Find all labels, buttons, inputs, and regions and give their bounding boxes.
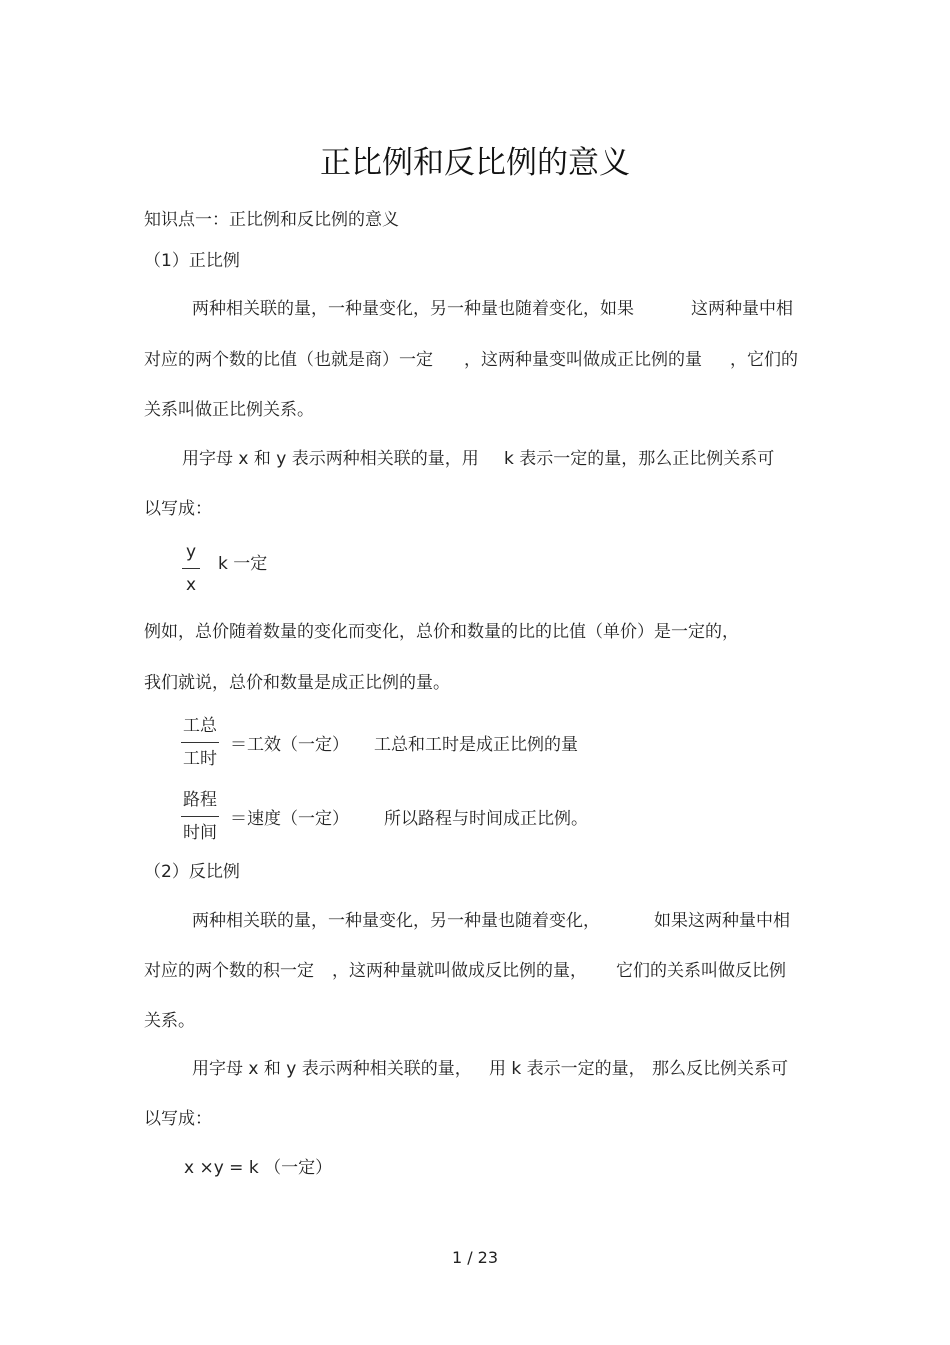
ex1-note: 工总和工时是成正比例的量: [374, 735, 578, 755]
page-title: 正比例和反比例的意义: [320, 145, 630, 181]
direct-def-line3: 关系叫做正比例关系。: [144, 400, 314, 420]
inverse-def-line1a: 两种相关联的量，一种量变化，另一种量也随着变化，: [192, 911, 600, 931]
inverse-def-line2c: 它们的关系叫做反比例: [616, 961, 786, 981]
ex2-fraction: [181, 790, 219, 843]
inverse-letters-line2: 以写成：: [144, 1109, 212, 1129]
ex1-numerator: 工总: [183, 716, 217, 736]
direct-def-line1a: 两种相关联的量，一种量变化，另一种量也随着变化，如果: [192, 299, 634, 319]
ex2-numerator: 路程: [183, 790, 217, 810]
ex1-denominator: 工时: [183, 749, 217, 769]
inverse-def-line3: 关系。: [144, 1011, 195, 1031]
direct-example-line2: 我们就说，总价和数量是成正比例的量。: [144, 673, 450, 693]
direct-formula-denominator: x: [185, 575, 197, 595]
inverse-heading: （2）反比例: [144, 862, 240, 882]
direct-letters-line1b: k 表示一定的量，那么正比例关系可: [504, 449, 775, 469]
ex2-note: 所以路程与时间成正比例。: [384, 809, 588, 829]
ex1-fraction: [181, 716, 219, 769]
direct-def-line2b: ，这两种量变叫做成正比例的量: [464, 350, 702, 370]
direct-def-line2a: 对应的两个数的比值（也就是商）一定: [144, 350, 433, 370]
inverse-letters-line1c: 那么反比例关系可: [652, 1059, 788, 1079]
direct-heading: （1）正比例: [144, 251, 240, 271]
direct-formula-numerator: y: [185, 542, 197, 562]
direct-def-line2c: ，它们的: [730, 350, 798, 370]
ex2-denominator: 时间: [183, 823, 217, 843]
inverse-def-line1b: 如果这两种量中相: [654, 911, 790, 931]
direct-letters-line2: 以写成：: [144, 499, 212, 519]
direct-def-line1b: 这两种量中相: [691, 299, 793, 319]
section-heading: 知识点一：正比例和反比例的意义: [144, 210, 399, 230]
direct-formula-rhs: k 一定: [218, 554, 268, 574]
ex2-rhs: ＝速度（一定）: [230, 809, 349, 829]
inverse-def-line2a: 对应的两个数的积一定: [144, 961, 314, 981]
direct-formula-fraction: [182, 542, 200, 595]
direct-example-line1: 例如，总价随着数量的变化而变化，总价和数量的比的比值（单价）是一定的，: [144, 622, 739, 642]
ex1-rhs: ＝工效（一定）: [230, 735, 349, 755]
page-number: 1 / 23: [451, 1248, 499, 1267]
direct-letters-line1a: 用字母 x 和 y 表示两种相关联的量，用: [182, 449, 479, 469]
inverse-letters-line1a: 用字母 x 和 y 表示两种相关联的量，: [192, 1059, 472, 1079]
inverse-formula: x ×y = k （一定）: [184, 1158, 333, 1178]
inverse-def-line2b: ，这两种量就叫做成反比例的量，: [332, 961, 587, 981]
inverse-letters-line1b: 用 k 表示一定的量，: [489, 1059, 646, 1079]
